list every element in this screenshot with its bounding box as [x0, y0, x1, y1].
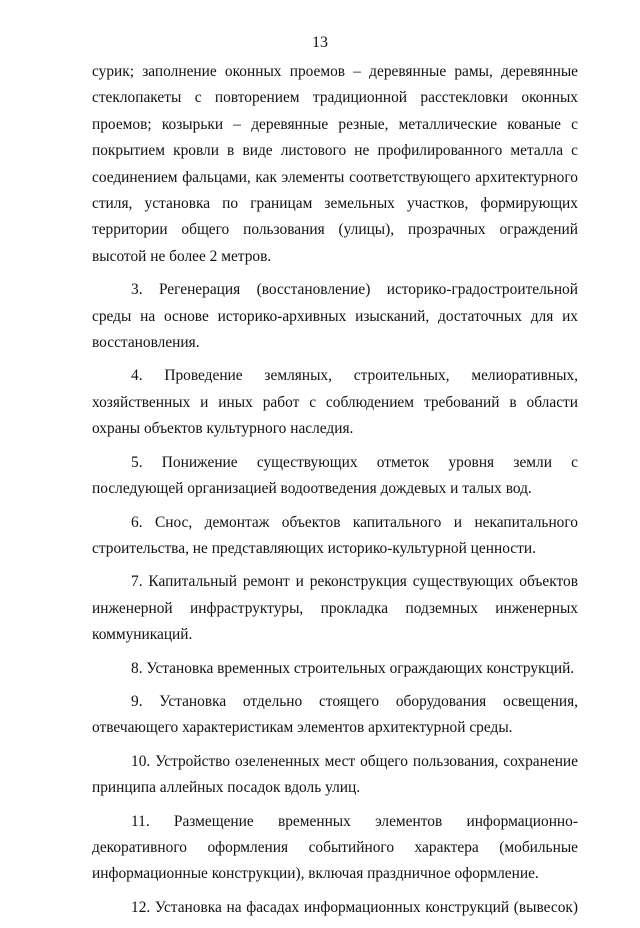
- paragraph-item-7: 7. Капитальный ремонт и реконструкция существующих объектов инженерной инфраструктуры, прокладка подземных инженерных коммуникаций.: [92, 573, 578, 644]
- paragraph-item-9: 9. Установка отдельно стоящего оборудования освещения, отвечающего характеристикам элементов архитектурной среды.: [92, 692, 578, 737]
- paragraph-item-6: 6. Снос, демонтаж объектов капитального и некапитального строительства, не представляющих историко-культурной ценности.: [92, 513, 578, 557]
- paragraph-item-11: 11. Размещение временных элементов информационно-декоративного оформления событийного характера (мобильные информационные конструкции), включая праздничное оформление.: [92, 812, 578, 883]
- paragraph-item-8: 8. Установка временных строительных ограждающих конструкций.: [131, 659, 575, 677]
- document-body: [92, 59, 578, 928]
- paragraph-item-12: 12. Установка на фасадах информационных конструкций (вывесок): [131, 898, 578, 916]
- paragraph-item-5: 5. Понижение существующих отметок уровня земли с последующей организацией водоотведения дождевых и талых вод.: [92, 453, 578, 498]
- paragraph-item-4: 4. Проведение земляных, строительных, мелиоративных, хозяйственных и иных работ с соблюдением требований в области охраны объектов культурного наследия.: [92, 367, 578, 438]
- paragraph-item-3: 3. Регенерация (восстановление) историко-градостроительной среды на основе историко-архивных изысканий, достаточных для их восстановления.: [92, 281, 578, 352]
- paragraph-continuation: сурик; заполнение оконных проемов – деревянные рамы, деревянные стеклопакеты с повторением традиционной расстекловки оконных проемов; козырьки – деревянные резные, металлические кованые с покрытием кровли в виде листового не профилированного металла с соединением фальцами, как элементы соответствующего архитектурного стиля, установка по границам земельных участков, формирующих территории общего пользования (улицы), прозрачных ограждений высотой не более 2 метров.: [92, 63, 578, 265]
- page-number: 13: [312, 34, 328, 51]
- paragraph-item-10: 10. Устройство озелененных мест общего пользования, сохранение принципа аллейных посадок вдоль улиц.: [92, 752, 578, 797]
